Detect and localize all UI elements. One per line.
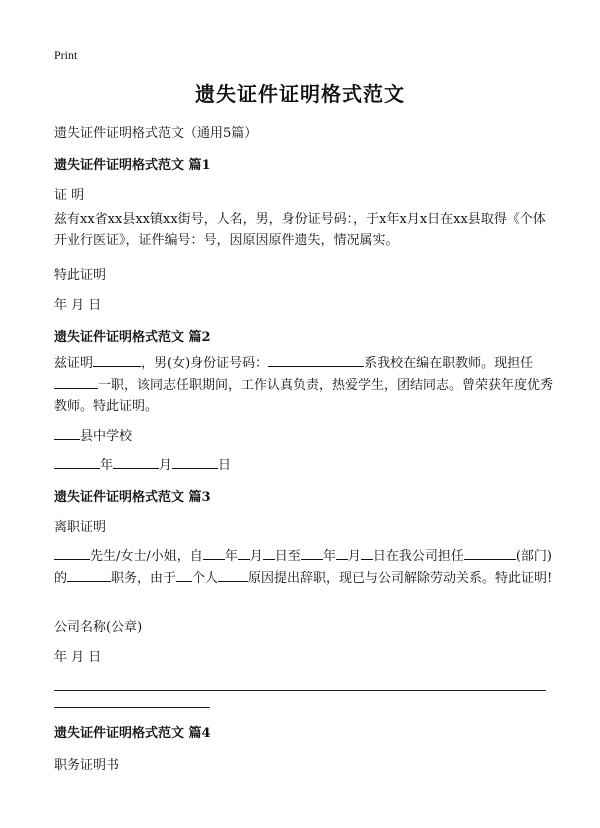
- document-subtitle: 遗失证件证明格式范文（通用5篇）: [54, 126, 258, 141]
- day-blank: [172, 454, 218, 469]
- s2-text-1: 兹证明: [54, 356, 94, 371]
- section-1-date: 年 月 日: [54, 298, 102, 313]
- s3-i: 职务，由于: [111, 571, 177, 586]
- s3-h: (部门)的: [54, 549, 553, 586]
- start-year-blank: [203, 545, 225, 560]
- end-month-blank: [336, 545, 348, 560]
- name-blank: [93, 352, 141, 367]
- s3-a: 先生/女士/小姐，自: [90, 549, 203, 564]
- section-1-body: 兹有xx省xx县xx镇xx街号，人名，男，身份证号码：，于x年x月x日在xx县取得《个体开业行医证》，证件编号：号，因原因原件遗失，情况属实。: [54, 212, 546, 248]
- s2-text-4: 一职，该同志任职期间，工作认真负责，热爱学生，团结同志。曾荣获年度优秀教师。特此证明。: [54, 378, 554, 414]
- s3-b: 年: [224, 549, 238, 564]
- section-2-heading: 遗失证件证明格式范文 篇2: [54, 330, 211, 345]
- section-3-heading: 遗失证件证明格式范文 篇3: [54, 490, 211, 505]
- department-blank: [464, 545, 516, 560]
- s3-f: 月: [347, 549, 361, 564]
- section-3-label: 离职证明: [54, 520, 107, 535]
- position-blank: [54, 374, 98, 389]
- s2-text-3: 系我校在编在职教师。现担任: [364, 356, 534, 371]
- end-day-blank: [361, 545, 373, 560]
- section-2-body: [54, 352, 554, 417]
- section-2-date-line: [54, 454, 231, 473]
- section-4-heading: 遗失证件证明格式范文 篇4: [54, 726, 211, 741]
- s3-g: 日在我公司担任: [372, 549, 464, 564]
- print-label: Print: [54, 48, 78, 62]
- section-1-special: 特此证明: [54, 268, 107, 283]
- job-blank: [67, 567, 111, 582]
- county-blank: [54, 425, 80, 440]
- reason-type-blank: [176, 567, 192, 582]
- section-3-date: 年 月 日: [54, 650, 102, 665]
- year-blank: [54, 454, 100, 469]
- month-label: 月: [159, 458, 173, 473]
- end-year-blank: [301, 545, 323, 560]
- month-blank: [113, 454, 159, 469]
- id-number-blank: [268, 352, 364, 367]
- section-3-body: [54, 545, 554, 589]
- s3-j: 个人: [192, 571, 219, 586]
- start-day-blank: [263, 545, 275, 560]
- section-2-school-line: [54, 425, 132, 444]
- reason-blank: [218, 567, 248, 582]
- s2-text-2: ，男(女)身份证号码：: [141, 356, 269, 371]
- person-blank: [54, 545, 90, 560]
- school-label: 县中学校: [80, 429, 133, 444]
- short-rule: [54, 707, 210, 708]
- start-month-blank: [238, 545, 250, 560]
- horizontal-rule: [54, 690, 546, 691]
- document-title: 遗失证件证明格式范文: [195, 82, 405, 106]
- year-label: 年: [100, 458, 114, 473]
- s3-k: 原因提出辞职，现已与公司解除劳动关系。特此证明!: [248, 571, 553, 586]
- section-3-company: 公司名称(公章): [54, 620, 143, 635]
- s3-c: 月: [249, 549, 263, 564]
- section-4-label: 职务证明书: [54, 758, 120, 773]
- section-1-heading: 遗失证件证明格式范文 篇1: [54, 158, 211, 173]
- day-label: 日: [218, 458, 232, 473]
- s3-d: 日至: [274, 549, 301, 564]
- section-1-label: 证 明: [54, 188, 85, 203]
- s3-e: 年: [322, 549, 336, 564]
